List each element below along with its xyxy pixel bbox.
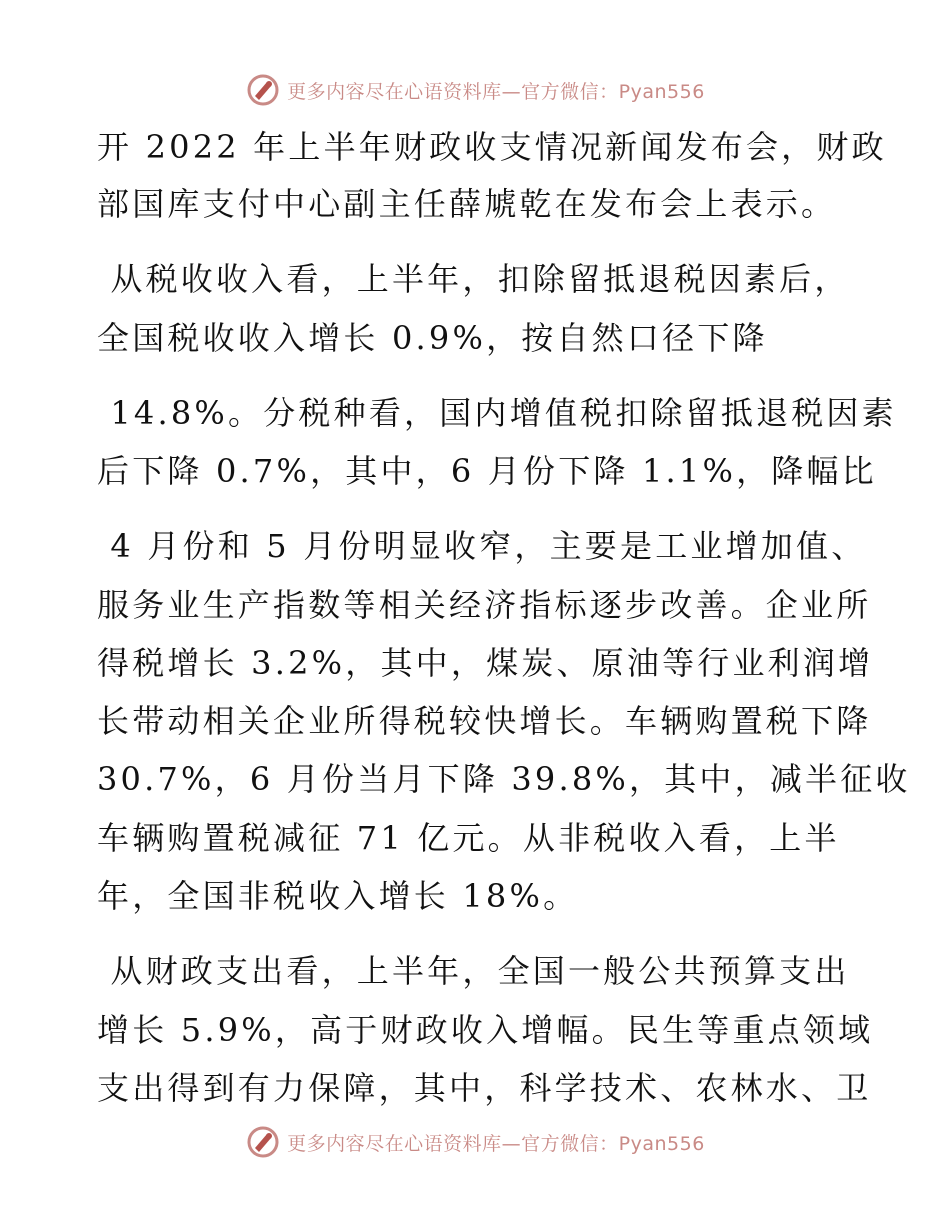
text-line: 后下降 0.7%，其中，6 月份下降 1.1%，降幅比 <box>97 452 877 490</box>
text-line: 得税增长 3.2%，其中，煤炭、原油等行业利润增 <box>97 644 874 682</box>
text-line: 支出得到有力保障，其中，科学技术、农林水、卫 <box>97 1069 872 1107</box>
text-line: 全国税收收入增长 0.9%，按自然口径下降 <box>97 319 768 357</box>
text-line: 从财政支出看，上半年，全国一般公共预算支出 <box>97 952 850 990</box>
text-line: 部国库支付中心副主任薛虓乾在发布会上表示。 <box>97 185 837 223</box>
watermark-header <box>0 72 950 108</box>
text-line: 从税收收入看，上半年，扣除留抵退税因素后， <box>97 260 850 298</box>
watermark-text: 更多内容尽在心语资料库—官方微信：Pyan556 <box>287 1132 705 1155</box>
logo-icon <box>245 1124 281 1160</box>
watermark-footer <box>0 1124 950 1160</box>
text-line: 4 月份和 5 月份明显收窄，主要是工业增加值、 <box>97 527 867 565</box>
text-line: 14.8%。分税种看，国内增值税扣除留抵退税因素 <box>97 394 897 432</box>
text-line: 车辆购置税减征 71 亿元。从非税收入看，上半 <box>97 819 840 857</box>
text-line: 长带动相关企业所得税较快增长。车辆购置税下降 <box>97 702 872 740</box>
text-line: 年，全国非税收入增长 18%。 <box>97 877 579 915</box>
text-line: 增长 5.9%，高于财政收入增幅。民生等重点领域 <box>97 1011 874 1049</box>
text-line: 30.7%，6 月份当月下降 39.8%，其中，减半征收 <box>97 760 911 798</box>
text-line: 服务业生产指数等相关经济指标逐步改善。企业所 <box>97 586 872 624</box>
watermark-text: 更多内容尽在心语资料库—官方微信：Pyan556 <box>287 80 705 103</box>
text-line: 开 2022 年上半年财政收支情况新闻发布会，财政 <box>97 128 887 166</box>
logo-icon <box>245 72 281 108</box>
